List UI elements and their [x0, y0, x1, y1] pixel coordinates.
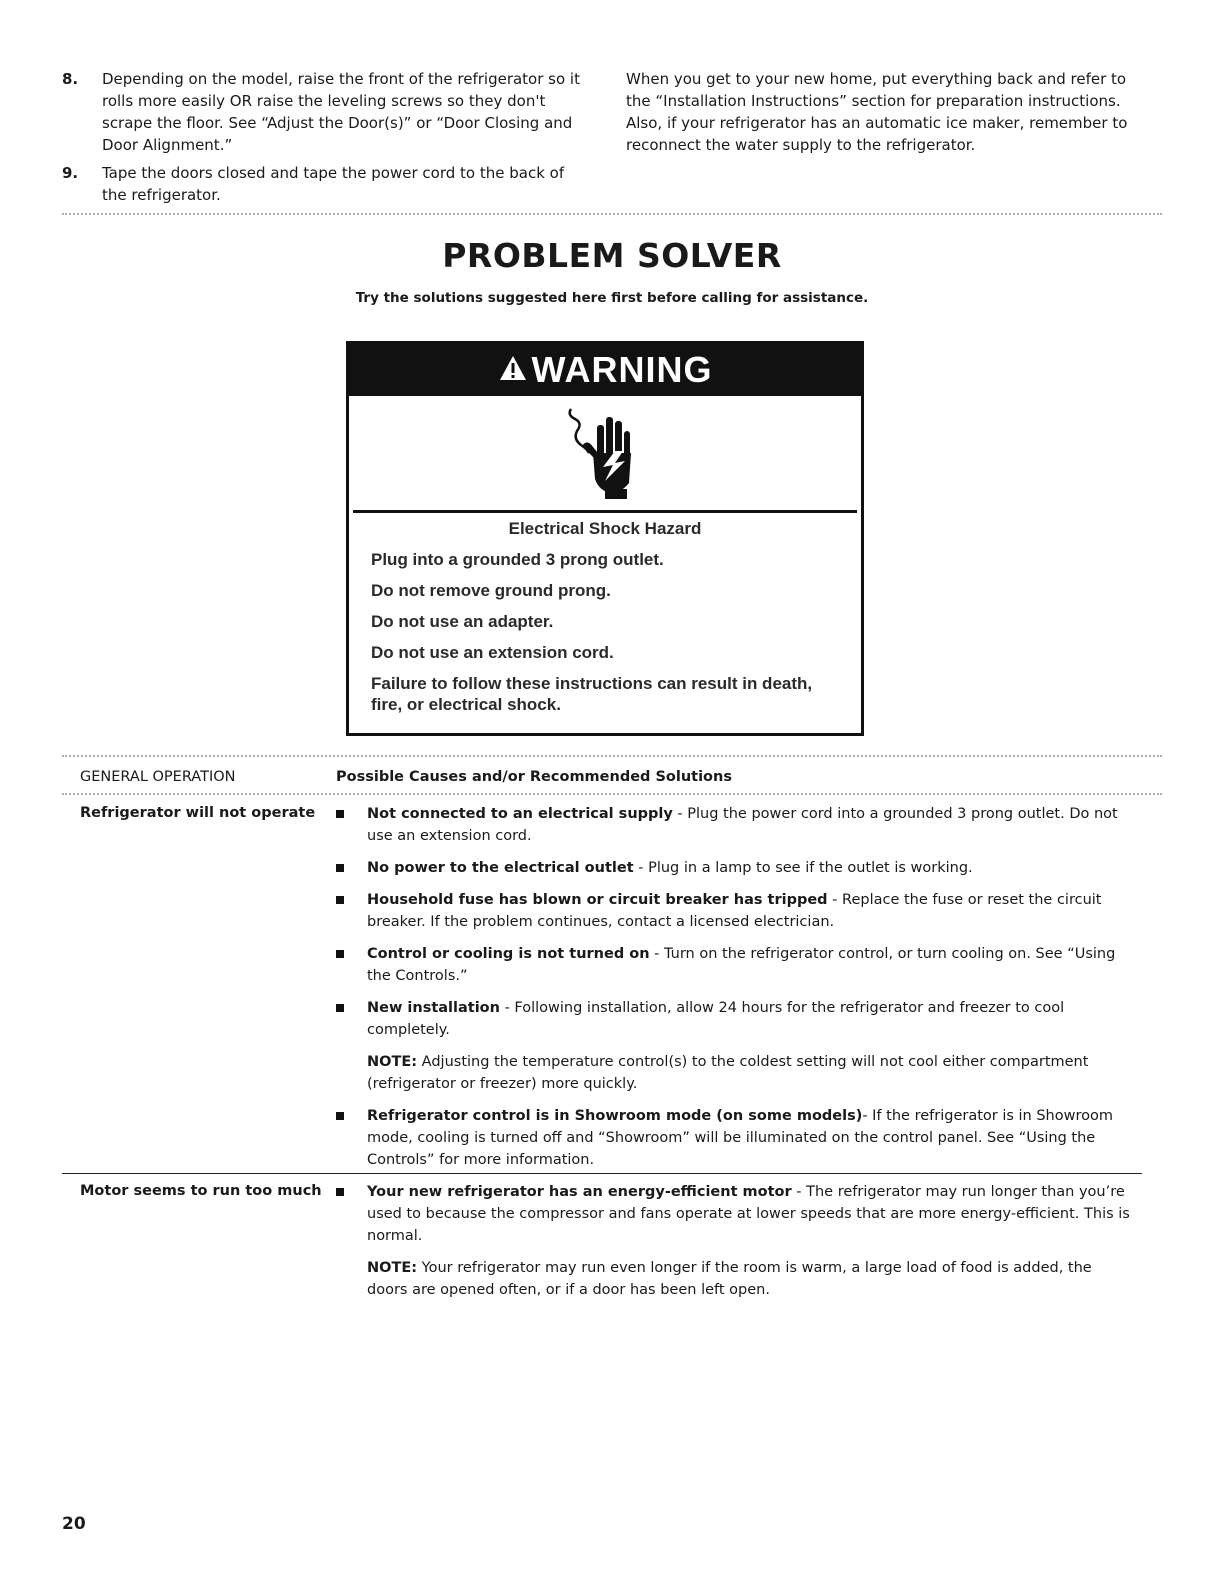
- warning-line: Plug into a grounded 3 prong outlet.: [371, 550, 664, 569]
- electrical-shock-hand-icon: [565, 401, 645, 505]
- warning-line: Failure to follow these instructions can result in death, fire, or electrical shock.: [371, 674, 813, 714]
- solution-text: - Plug the power cord into a grounded 3 prong outlet. Do not use an extension cord.: [367, 806, 1118, 844]
- bullet-icon: [336, 1112, 344, 1120]
- warning-text: [349, 519, 861, 715]
- warning-line: Do not use an extension cord.: [371, 643, 614, 662]
- item-number: 9.: [62, 164, 79, 182]
- warning-icon-area: [353, 396, 857, 513]
- cause-label: Household fuse has blown or circuit breaker has tripped: [367, 892, 828, 908]
- table-header-divider: [62, 793, 1162, 795]
- intro-left-column: [62, 68, 592, 212]
- intro-right-column: When you get to your new home, put everything back and refer to the “Installation Instructions” section for preparation instructions. Also, if your refrigerator has an automatic ice maker, remember to reconnect the water supply to the refrigerator.: [626, 70, 1128, 154]
- warning-line: Do not use an adapter.: [371, 612, 554, 631]
- warning-header: [349, 344, 861, 396]
- bullet-icon: [336, 810, 344, 818]
- bullet-icon: [336, 1004, 344, 1012]
- page-title: PROBLEM SOLVER: [442, 236, 782, 275]
- cause-label: Refrigerator control is in Showroom mode (on some models): [367, 1108, 863, 1124]
- bullet-icon: [336, 896, 344, 904]
- symptom-label: Refrigerator will not operate: [80, 805, 316, 821]
- column-header-solutions: Possible Causes and/or Recommended Solutions: [336, 769, 732, 785]
- note-text: Adjusting the temperature control(s) to the coldest setting will not cool either compartment (refrigerator or freezer) more quickly.: [367, 1054, 1089, 1092]
- solution-item: [336, 997, 1136, 1041]
- hazard-title: Electrical Shock Hazard: [508, 519, 702, 538]
- bullet-icon: [336, 864, 344, 872]
- list-item: [62, 162, 592, 206]
- cause-label: No power to the electrical outlet: [367, 860, 634, 876]
- warning-triangle-icon: [498, 349, 528, 391]
- solution-text: - If the refrigerator is in Showroom mode, cooling is turned off and “Showroom” will be illuminated on the control panel. See “Using the Controls” for more information.: [367, 1108, 1113, 1168]
- item-number: 8.: [62, 70, 79, 88]
- cause-label: Not connected to an electrical supply: [367, 806, 673, 822]
- solutions-list: [336, 803, 1136, 1181]
- symptom-label: Motor seems to run too much: [80, 1183, 322, 1199]
- page-subtitle: Try the solutions suggested here first before calling for assistance.: [355, 290, 869, 306]
- solution-item: [336, 1105, 1136, 1171]
- warning-box: [346, 341, 864, 736]
- solution-item: [336, 857, 1136, 879]
- solution-text: - Turn on the refrigerator control, or turn cooling on. See “Using the Controls.”: [367, 946, 1116, 984]
- section-divider: [62, 213, 1162, 215]
- note-label: NOTE:: [367, 1260, 418, 1276]
- solution-text: - Replace the fuse or reset the circuit breaker. If the problem continues, contact a licensed electrician.: [367, 892, 1102, 930]
- page-number: 20: [62, 1514, 86, 1534]
- solutions-list: [336, 1181, 1136, 1311]
- solution-text: - Plug in a lamp to see if the outlet is working.: [633, 860, 973, 876]
- cause-label: Your new refrigerator has an energy-efficient motor: [367, 1184, 792, 1200]
- item-text: Tape the doors closed and tape the power cord to the back of the refrigerator.: [102, 164, 565, 204]
- table-top-divider: [62, 755, 1162, 757]
- item-text: Depending on the model, raise the front of the refrigerator so it rolls more easily OR raise the leveling screws so they don't scrape the floor. See “Adjust the Door(s)” or “Door Closing and Door Alignment.”: [102, 70, 580, 154]
- solution-item: [336, 889, 1136, 933]
- note: [336, 1051, 1136, 1095]
- cause-label: Control or cooling is not turned on: [367, 946, 650, 962]
- row-divider: [62, 1173, 1142, 1174]
- bullet-icon: [336, 1188, 344, 1196]
- solution-item: [336, 943, 1136, 987]
- note: [336, 1257, 1136, 1301]
- bullet-icon: [336, 950, 344, 958]
- solution-text: - The refrigerator may run longer than you’re used to because the compressor and fans operate at lower speeds that are more energy-efficient. This is normal.: [367, 1184, 1130, 1244]
- solution-text: - Following installation, allow 24 hours for the refrigerator and freezer to cool completely.: [367, 1000, 1065, 1038]
- list-item: [62, 68, 592, 156]
- solution-item: [336, 803, 1136, 847]
- cause-label: New installation: [367, 1000, 500, 1016]
- warning-line: Do not remove ground prong.: [371, 581, 611, 600]
- warning-heading: WARNING: [531, 349, 713, 390]
- note-label: NOTE:: [367, 1054, 418, 1070]
- column-header-symptom: GENERAL OPERATION: [80, 769, 236, 785]
- solution-item: [336, 1181, 1136, 1247]
- note-text: Your refrigerator may run even longer if the room is warm, a large load of food is added, the doors are opened often, or if a door has been left open.: [367, 1260, 1092, 1298]
